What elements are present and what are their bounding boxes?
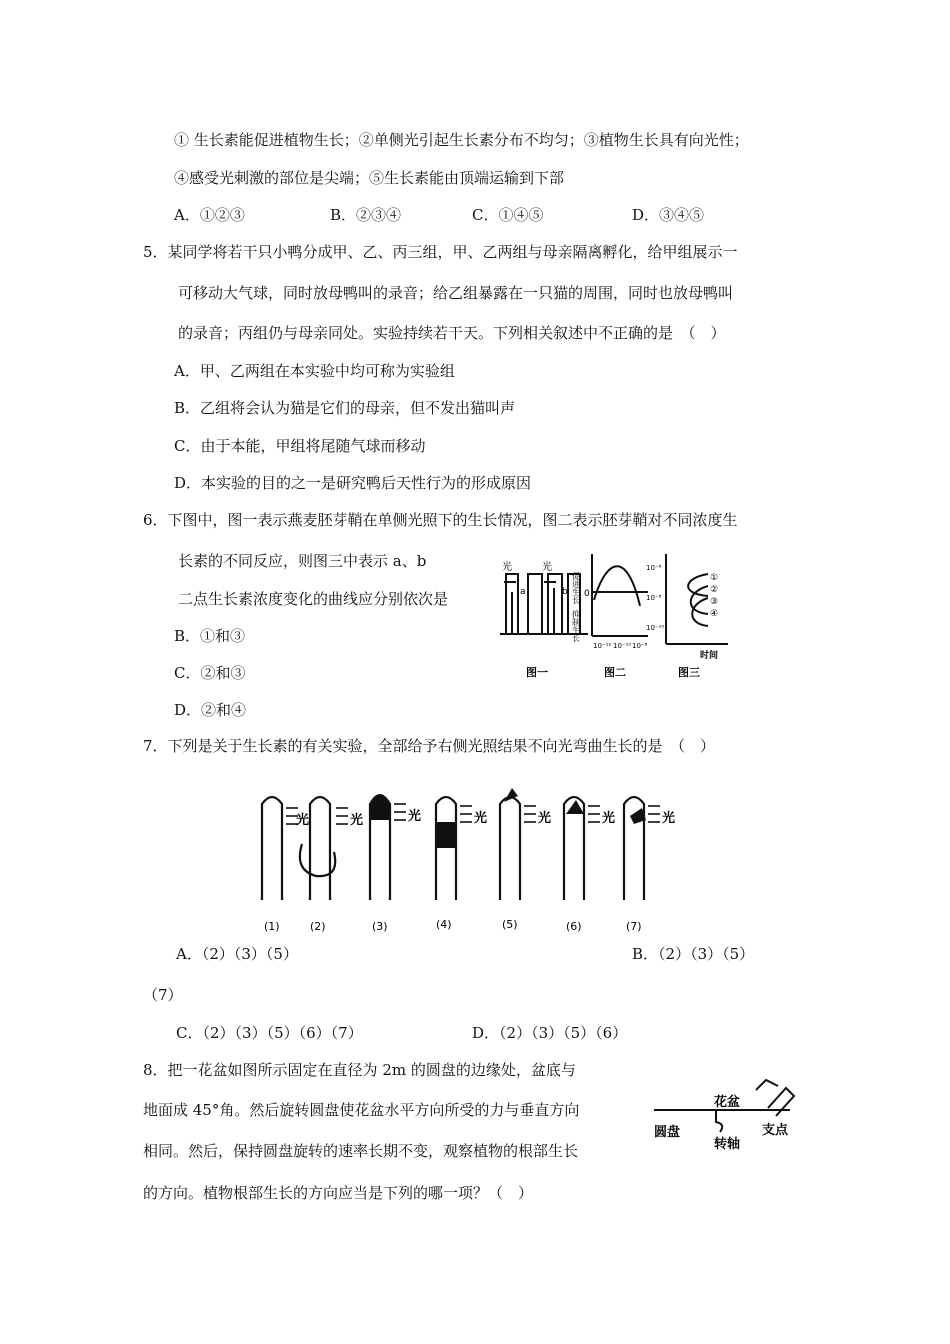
q5-option-d[interactable]: D．本实验的目的之一是研究鸭后天性行为的形成原因 <box>174 474 532 492</box>
q7-light-label-1: 光 <box>296 813 310 828</box>
q7-label-5: (5) <box>502 918 518 931</box>
q7-label-3: (3) <box>372 920 388 933</box>
q7-light-label-3: 光 <box>408 809 422 824</box>
q7-label-2: (2) <box>310 920 326 933</box>
q4-option-a[interactable]: A．①②③ <box>174 206 245 224</box>
q4-option-d[interactable]: D．③④⑤ <box>632 206 705 224</box>
q6-fig2-zero: 0 <box>584 589 590 599</box>
q8-stem-line-3: 相同。然后，保持圆盘旋转的速率长期不变，观察植物的根部生长 <box>143 1142 579 1160</box>
q5-stem-line-3: 的录音；丙组仍与母亲同处。实验持续若干天。下列相关叙述中不正确的是 （ ） <box>178 324 726 342</box>
q4-option-c[interactable]: C．①④⑤ <box>472 206 544 224</box>
q6-stem-line-1: 6．下图中，图一表示燕麦胚芽鞘在单侧光照下的生长情况，图二表示胚芽鞘对不同浓度生 <box>143 511 738 529</box>
q6-fig2-promote-label: 促进生长 <box>571 572 581 604</box>
q6-stem-line-3: 二点生长素浓度变化的曲线应分别依次是 <box>178 590 449 608</box>
q7-figure <box>250 782 690 940</box>
q6-fig3-curve-4: ④ <box>710 609 719 619</box>
q6-fig2-caption: 图二 <box>604 666 626 679</box>
q4-statement-2: ④感受光刺激的部位是尖端；⑤生长素能由顶端运输到下部 <box>174 169 565 187</box>
q7-light-label-4: 光 <box>474 811 488 826</box>
q6-fig3-curve-3: ③ <box>710 597 719 607</box>
q5-stem-line-2: 可移动大气球，同时放母鸭叫的录音；给乙组暴露在一只猫的周围，同时也放母鸭叫 <box>178 284 734 302</box>
q6-fig2-x-tick-1: 10⁻¹² <box>593 642 612 650</box>
q6-option-c[interactable]: C．②和③ <box>174 664 246 682</box>
q5-option-b[interactable]: B．乙组将会认为猫是它们的母亲，但不发出猫叫声 <box>174 399 516 417</box>
q6-fig2-inhibit-label: 抑制生长 <box>571 610 581 642</box>
q6-fig3-curve-2: ② <box>710 585 719 595</box>
q8-figure <box>650 1074 800 1154</box>
q4-option-b[interactable]: B．②③④ <box>330 206 402 224</box>
q8-stem-line-2: 地面成 45°角。然后旋转圆盘使花盆水平方向所受的力与垂直方向 <box>143 1101 580 1119</box>
q6-fig2-x-tick-2: 10⁻¹⁰ <box>613 642 632 650</box>
q8-stem-line-1: 8．把一花盆如图所示固定在直径为 2m 的圆盘的边缘处，盆底与 <box>143 1061 576 1079</box>
q6-fig3-time-label: 时间 <box>700 651 719 661</box>
q8-pot-label: 花盆 <box>714 1095 741 1110</box>
q6-fig1-point-a: a <box>520 587 526 597</box>
q8-fulcrum-label: 支点 <box>762 1123 789 1138</box>
q7-light-label-2: 光 <box>350 813 364 828</box>
q4-statement-1: ① 生长素能促进植物生长；②单侧光引起生长素分布不均匀；③植物生长具有向光性； <box>174 131 749 149</box>
q6-option-d[interactable]: D．②和④ <box>174 701 247 719</box>
q6-stem-line-2: 长素的不同反应，则图三中表示 a、b <box>178 552 427 570</box>
q7-label-1: (1) <box>264 920 280 933</box>
q8-stem-line-4: 的方向。植物根部生长的方向应当是下列的哪一项？（ ） <box>143 1184 534 1202</box>
q6-fig3-caption: 图三 <box>678 666 700 679</box>
q6-fig1-point-b: b <box>562 587 568 597</box>
q7-option-c[interactable]: C．（2）（3）（5）（6）（7） <box>176 1024 363 1042</box>
q7-stem-line-1: 7．下列是关于生长素的有关实验，全部给予右侧光照结果不向光弯曲生长的是 （ ） <box>143 737 716 755</box>
q5-stem-line-1: 5．某同学将若干只小鸭分成甲、乙、丙三组，甲、乙两组与母亲隔离孵化，给甲组展示一 <box>143 243 738 261</box>
q7-label-4: (4) <box>436 918 452 931</box>
q7-light-label-5: 光 <box>538 811 552 826</box>
q6-fig2-x-tick-3: 10⁻⁸ <box>632 642 648 650</box>
q7-option-a[interactable]: A．（2）（3）（5） <box>176 945 298 963</box>
q6-option-b[interactable]: B．①和③ <box>174 627 246 645</box>
q7-label-7: (7) <box>626 920 642 933</box>
q8-axis-label: 转轴 <box>714 1137 741 1152</box>
q7-light-label-6: 光 <box>602 811 616 826</box>
q7-light-label-7: 光 <box>662 811 676 826</box>
q8-disc-label: 圆盘 <box>654 1125 681 1140</box>
q7-label-6: (6) <box>566 920 582 933</box>
q6-fig1-light-label: 光 <box>502 562 512 573</box>
q7-option-d[interactable]: D．（2）（3）（5）（6） <box>472 1024 628 1042</box>
q7-option-b-continued: （7） <box>143 986 183 1004</box>
q6-fig3-curve-1: ① <box>710 573 719 583</box>
q6-figure <box>498 544 748 684</box>
q6-fig1-light-label-2: 光 <box>542 562 552 573</box>
q6-fig3-y-tick-3: 10⁻¹⁰ <box>646 624 665 632</box>
q6-fig1-caption: 图一 <box>526 666 548 679</box>
q5-option-c[interactable]: C．由于本能，甲组将尾随气球而移动 <box>174 437 426 455</box>
q7-option-b[interactable]: B．（2）（3）（5） <box>632 945 755 963</box>
q6-fig3-y-tick-2: 10⁻⁸ <box>646 594 662 602</box>
q5-option-a[interactable]: A．甲、乙两组在本实验中均可称为实验组 <box>174 362 455 380</box>
q6-fig3-y-tick-1: 10⁻⁶ <box>646 564 662 572</box>
